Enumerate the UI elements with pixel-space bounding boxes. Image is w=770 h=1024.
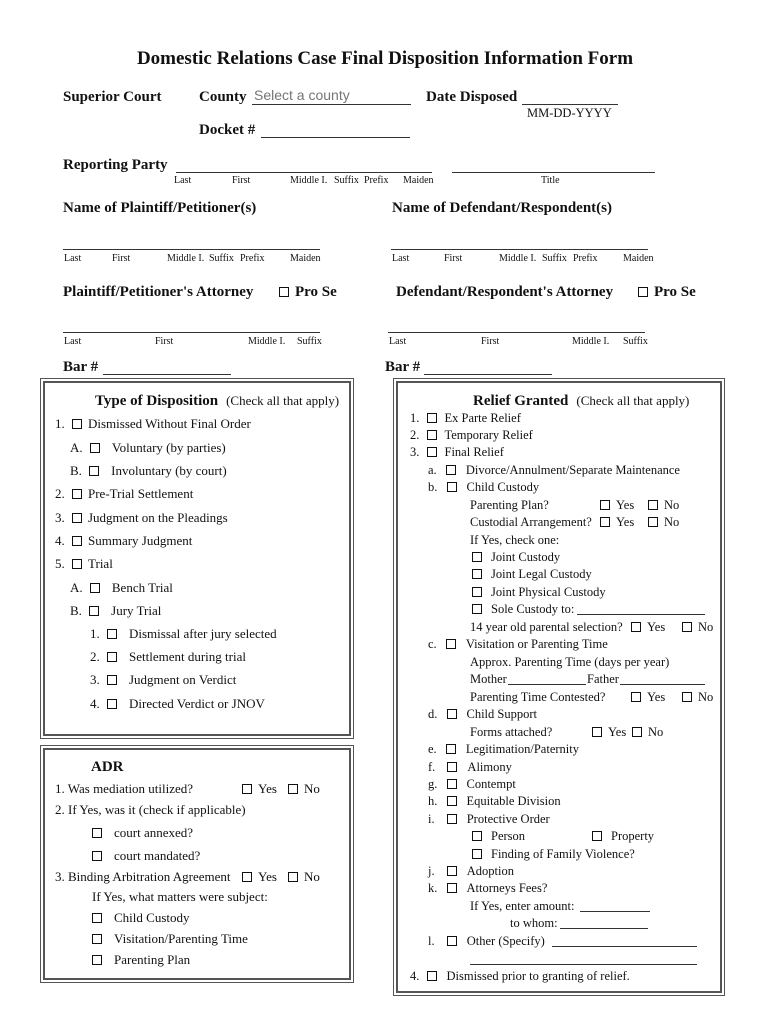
joint-legal-option[interactable]: Joint Legal Custody [472,567,592,582]
adr-matter[interactable]: Child Custody [92,910,190,926]
checkbox[interactable] [107,629,117,639]
checkbox[interactable] [72,419,82,429]
contested-yes[interactable]: Yes [631,690,665,705]
field-caption: Maiden [403,175,434,186]
parental-selection-no[interactable]: No [682,620,713,635]
to-whom-label: to whom: [510,916,558,930]
county-label: County [199,89,247,105]
disposition-option[interactable]: B. Jury Trial [70,603,162,618]
field-caption: Suffix [334,175,359,186]
checkbox[interactable] [447,709,457,719]
defendant-attorney-label: Defendant/Respondent's Attorney [396,284,614,300]
family-violence-option[interactable]: Finding of Family Violence? [472,847,635,862]
checkbox[interactable] [631,622,641,632]
checkbox[interactable] [90,583,100,593]
adr-matter[interactable]: Visitation/Parenting Time [92,931,248,947]
checkbox[interactable] [632,727,642,737]
relief-heading: Relief Granted (Check all that apply) [473,393,690,409]
disposition-option[interactable]: 1. Dismissal after jury selected [90,626,277,641]
checkbox[interactable] [592,831,602,841]
checkbox[interactable] [92,828,102,838]
relief-ex-parte[interactable]: 1. Ex Parte Relief [410,411,521,425]
checkbox[interactable] [242,784,252,794]
field-caption: First [232,175,251,186]
checkbox[interactable] [427,971,437,981]
reporting-title-field[interactable] [452,172,655,173]
checkbox[interactable] [447,936,457,946]
protective-person[interactable]: Person [472,829,525,844]
field-caption: Middle I. [572,336,610,347]
disposition-option[interactable]: 3. Judgment on Verdict [90,672,237,687]
father-label: Father [587,672,619,686]
checkbox[interactable] [242,872,252,882]
checkbox[interactable] [447,482,457,492]
adr-q3-yes[interactable]: Yes [242,869,277,885]
contested-no[interactable]: No [682,690,713,705]
checkbox[interactable] [648,500,658,510]
parenting-plan-no[interactable]: No [648,498,679,513]
defendant-name-field[interactable] [391,249,648,250]
checkbox[interactable] [107,699,117,709]
adr-q3-sub: If Yes, what matters were subject: [92,889,268,904]
custodial-label: Custodial Arrangement? [470,515,592,529]
defendant-bar-label: Bar # [385,359,421,375]
amount-label: If Yes, enter amount: [470,899,575,913]
checkbox[interactable] [288,784,298,794]
plaintiff-pro-se[interactable]: Pro Se [279,284,337,301]
checkbox[interactable] [446,639,456,649]
disposition-option[interactable]: B. Involuntary (by court) [70,463,227,478]
checkbox[interactable] [279,287,289,297]
disposition-option[interactable]: 5. Trial [55,556,113,571]
checkbox[interactable] [447,796,457,806]
checkbox[interactable] [446,465,456,475]
checkbox[interactable] [427,430,437,440]
adr-q1-yes[interactable]: Yes [242,781,277,797]
checkbox[interactable] [600,517,610,527]
relief-attorneys-fees[interactable]: k. Attorneys Fees? [428,881,548,895]
relief-legitimation[interactable]: e. Legitimation/Paternity [428,742,579,756]
field-caption: Suffix [623,336,648,347]
joint-custody-option[interactable]: Joint Custody [472,550,560,565]
checkbox[interactable] [72,489,82,499]
field-caption: Last [389,336,407,347]
checkbox[interactable] [447,814,457,824]
docket-field[interactable] [261,137,410,138]
plaintiff-bar-label: Bar # [63,359,99,375]
date-format-hint: MM-DD-YYYY [527,106,612,120]
mother-days-field[interactable] [508,684,586,685]
page-title: Domestic Relations Case Final Disposition Information Form [136,48,634,69]
parenting-plan-label: Parenting Plan? [470,498,549,512]
checkbox[interactable] [447,762,457,772]
parenting-plan-yes[interactable]: Yes [600,498,634,513]
checkbox[interactable] [92,913,102,923]
field-caption: Suffix [209,253,234,264]
plaintiff-bar-field[interactable] [103,374,231,375]
disposition-option[interactable]: 4. Directed Verdict or JNOV [90,696,265,711]
field-caption: Prefix [364,175,389,186]
relief-visitation[interactable]: c. Visitation or Parenting Time [428,637,608,651]
other-specify-field-2[interactable] [470,964,697,965]
field-caption: First [444,253,463,264]
disposition-option[interactable]: 2. Pre-Trial Settlement [55,486,194,501]
relief-other[interactable]: l. Other (Specify) [428,934,545,948]
defendant-attorney-field[interactable] [388,332,645,333]
disposition-option[interactable]: A. Voluntary (by parties) [70,440,226,455]
disposition-option[interactable]: 4. Summary Judgment [55,533,193,548]
adr-heading: ADR [91,759,124,775]
field-caption: Last [64,253,82,264]
relief-child-custody[interactable]: b. Child Custody [428,480,540,494]
adr-q1: 1. Was mediation utilized? [55,781,194,796]
relief-protective-order[interactable]: i. Protective Order [428,812,550,826]
field-caption: First [155,336,174,347]
county-select[interactable] [252,86,411,105]
custodial-no[interactable]: No [648,515,679,530]
disposition-option[interactable]: 2. Settlement during trial [90,649,246,664]
checkbox[interactable] [682,622,692,632]
adr-q3: 3. Binding Arbitration Agreement [55,869,231,884]
field-caption: Middle I. [248,336,286,347]
checkbox[interactable] [72,536,82,546]
disposition-option[interactable]: A. Bench Trial [70,580,173,595]
checkbox[interactable] [92,934,102,944]
contested-label: Parenting Time Contested? [470,690,606,704]
checkbox[interactable] [427,447,437,457]
field-caption: First [112,253,131,264]
protective-property[interactable]: Property [592,829,654,844]
checkbox[interactable] [72,513,82,523]
checkbox[interactable] [89,606,99,616]
plaintiff-attorney-label: Plaintiff/Petitioner's Attorney [63,284,254,300]
checkbox[interactable] [631,692,641,702]
checkbox[interactable] [472,587,482,597]
custodial-yes[interactable]: Yes [600,515,634,530]
field-caption: Prefix [240,253,265,264]
father-days-field[interactable] [620,684,705,685]
checkbox[interactable] [72,559,82,569]
to-whom-field[interactable] [560,928,648,929]
amount-field[interactable] [580,911,650,912]
checkbox[interactable] [288,872,298,882]
plaintiff-name-field[interactable] [63,249,320,250]
field-caption: Prefix [573,253,598,264]
adr-court-annexed[interactable]: court annexed? [92,825,193,841]
field-caption: Last [392,253,410,264]
joint-physical-option[interactable]: Joint Physical Custody [472,585,606,600]
field-caption: Middle I. [167,253,205,264]
reporting-party-field[interactable] [176,172,432,173]
checkbox[interactable] [472,569,482,579]
field-caption: Last [174,175,192,186]
relief-equitable-division[interactable]: h. Equitable Division [428,794,561,808]
checkbox[interactable] [427,413,437,423]
disposition-option[interactable]: 3. Judgment on the Pleadings [55,510,228,525]
checkbox[interactable] [648,517,658,527]
adr-court-mandated[interactable]: court mandated? [92,848,200,864]
defendant-pro-se[interactable]: Pro Se [638,284,696,301]
forms-attached-yes[interactable]: Yes [592,725,626,740]
field-caption: Last [64,336,82,347]
relief-adoption[interactable]: j. Adoption [428,864,514,878]
checkbox[interactable] [92,955,102,965]
relief-divorce[interactable]: a. Divorce/Annulment/Separate Maintenance [428,463,680,477]
other-specify-field[interactable] [552,946,697,947]
field-caption: Suffix [297,336,322,347]
checkbox[interactable] [90,443,100,453]
relief-temporary[interactable]: 2. Temporary Relief [410,428,533,442]
adr-q1-no[interactable]: No [288,781,320,797]
docket-label: Docket # [199,122,256,138]
court-label: Superior Court [63,89,162,105]
checkbox[interactable] [638,287,648,297]
field-caption: Title [541,175,560,186]
checkbox[interactable] [89,466,99,476]
mother-label: Mother [470,672,507,686]
field-caption: Suffix [542,253,567,264]
date-disposed-label: Date Disposed [426,89,518,105]
adr-q2: 2. If Yes, was it (check if applicable) [55,802,246,817]
disposition-heading: Type of Disposition (Check all that apply) [95,393,340,409]
field-caption: First [481,336,500,347]
if-yes-check-one: If Yes, check one: [470,533,560,547]
adr-matter[interactable]: Parenting Plan [92,952,190,968]
defendant-label: Name of Defendant/Respondent(s) [392,200,612,216]
checkbox[interactable] [107,675,117,685]
plaintiff-attorney-field[interactable] [63,332,320,333]
forms-attached-no[interactable]: No [632,725,663,740]
field-caption: Maiden [290,253,321,264]
checkbox[interactable] [472,849,482,859]
checkbox[interactable] [447,866,457,876]
parental-selection-label: 14 year old parental selection? [470,620,623,634]
defendant-bar-field[interactable] [424,374,552,375]
checkbox[interactable] [600,500,610,510]
adr-q3-no[interactable]: No [288,869,320,885]
checkbox[interactable] [472,552,482,562]
checkbox[interactable] [682,692,692,702]
checkbox[interactable] [107,652,117,662]
disposition-option[interactable]: 1. Dismissed Without Final Order [55,416,251,431]
forms-attached-label: Forms attached? [470,725,553,739]
sole-custody-option[interactable]: Sole Custody to: [472,602,574,617]
sole-custody-field[interactable] [577,614,705,615]
parental-selection-yes[interactable]: Yes [631,620,665,635]
approx-parenting-time: Approx. Parenting Time (days per year) [470,655,670,669]
field-caption: Middle I. [290,175,328,186]
field-caption: Middle I. [499,253,537,264]
reporting-party-label: Reporting Party [63,157,168,173]
plaintiff-label: Name of Plaintiff/Petitioner(s) [63,200,257,216]
checkbox[interactable] [472,831,482,841]
date-disposed-field[interactable] [522,104,618,105]
relief-child-support[interactable]: d. Child Support [428,707,537,721]
field-caption: Maiden [623,253,654,264]
checkbox[interactable] [592,727,602,737]
checkbox[interactable] [92,851,102,861]
checkbox[interactable] [447,883,457,893]
relief-alimony[interactable]: f. Alimony [428,760,512,774]
checkbox[interactable] [472,604,482,614]
checkbox[interactable] [447,779,457,789]
relief-contempt[interactable]: g. Contempt [428,777,516,791]
checkbox[interactable] [446,744,456,754]
relief-dismissed-prior[interactable]: 4. Dismissed prior to granting of relief. [410,969,630,983]
relief-final[interactable]: 3. Final Relief [410,445,504,459]
